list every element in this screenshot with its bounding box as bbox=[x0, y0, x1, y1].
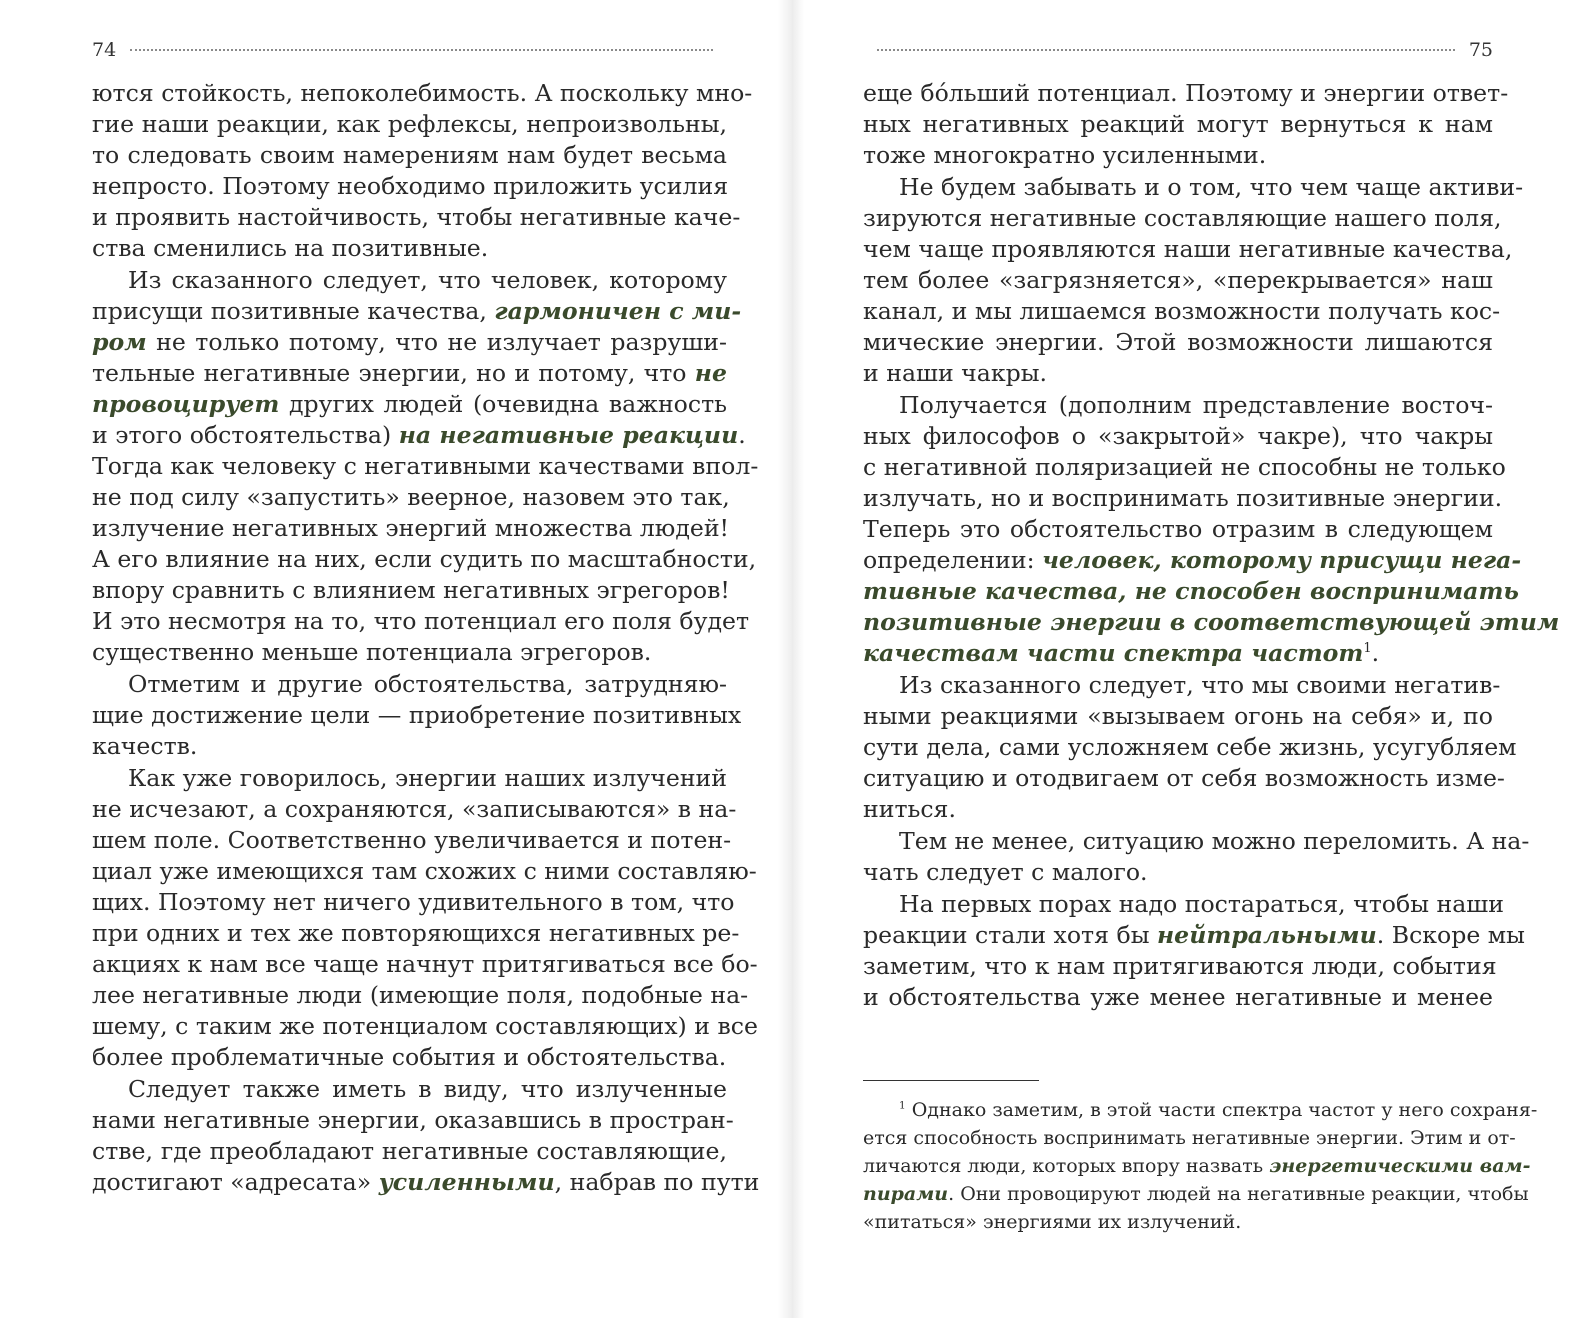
text-line: непросто. Поэтому необходимо приложить усилия bbox=[92, 172, 729, 200]
emphasis-text: человек, которому присущи нега- bbox=[1042, 546, 1522, 574]
text-line: впору сравнить с влиянием негативных эгрегоров! bbox=[92, 576, 730, 604]
text-line: ситуацию и отодвигаем от себя возможность изме- bbox=[863, 764, 1505, 792]
emphasis-text: усиленными bbox=[378, 1168, 555, 1196]
emphasis-text: гармоничен с ми- bbox=[494, 297, 742, 325]
text-line: тем более «загрязняется», «перекрывается» наш bbox=[863, 266, 1493, 294]
footnote-number: 1 bbox=[899, 1099, 906, 1112]
text-line bbox=[863, 576, 1519, 607]
text-line: Тогда как человеку с негативными качествами впол- bbox=[92, 452, 759, 480]
emphasis-text: нейтральными bbox=[1156, 921, 1377, 949]
footnote-line: $^1$ Однако заметим, в этой части спектра частот у него сохраня- bbox=[899, 1099, 1538, 1121]
footnote-line: пирами. Они провоцируют людей на негативные реакции, чтобы bbox=[863, 1183, 1529, 1205]
emphasis-text: пирами bbox=[863, 1183, 949, 1205]
text-line: при одних и тех же повторяющихся негативных ре- bbox=[92, 919, 740, 947]
text-line: существенно меньше потенциала эгрегоров. bbox=[92, 638, 652, 666]
text-line: щих. Поэтому нет ничего удивительного в том, что bbox=[92, 888, 735, 916]
emphasis-text: качествам части спектра частот bbox=[863, 639, 1364, 667]
dotted-rule bbox=[130, 49, 713, 51]
right-running-head bbox=[863, 36, 1493, 64]
left-running-head bbox=[92, 36, 727, 64]
text-line: и проявить настойчивость, чтобы негативные каче- bbox=[92, 203, 741, 231]
text-line: более проблематичные события и обстоятельства. bbox=[92, 1043, 727, 1071]
footnote-line: личаются люди, которых впору назвать энергетическими вам- bbox=[863, 1155, 1531, 1177]
paragraph-start-line: Из сказанного следует, что мы своими негатив- bbox=[899, 671, 1501, 699]
text-line: шем поле. Соответственно увеличивается и потен- bbox=[92, 826, 732, 854]
text-line: лее негативные люди (имеющие поля, подобные на- bbox=[92, 981, 749, 1009]
text-line: Теперь это обстоятельство отразим в следующем bbox=[863, 515, 1493, 543]
paragraph-start-line: Из сказанного следует, что человек, которому bbox=[128, 266, 727, 294]
left-body-text bbox=[92, 78, 760, 1198]
paragraph-start-line: Как уже говорилось, энергии наших излучений bbox=[128, 764, 727, 792]
footnote-line: «питаться» энергиями их излучений. bbox=[863, 1211, 1242, 1233]
text-line: стве, где преобладают негативные составляющие, bbox=[92, 1137, 727, 1165]
text-line: с негативной поляризацией не способны не только bbox=[863, 453, 1506, 481]
text-line: канал, и мы лишаемся возможности получать кос- bbox=[863, 297, 1501, 325]
paragraph-start-line: Получается (дополним представление восточ- bbox=[899, 391, 1493, 419]
text-line: не под силу «запустить» веерное, назовем это так, bbox=[92, 483, 730, 511]
text-line: ром не только потому, что не излучает разруши- bbox=[92, 328, 727, 356]
text-line: реакции стали хотя бы нейтральными. Вскоре мы bbox=[863, 921, 1525, 949]
text-line: присущи позитивные качества, гармоничен с ми- bbox=[92, 297, 742, 325]
text-line: и наши чакры. bbox=[863, 359, 1047, 387]
text-line: качествам части спектра частот$^1$. bbox=[863, 639, 1380, 667]
text-line: И это несмотря на то, что потенциал его поля будет bbox=[92, 607, 750, 635]
text-line: тельные негативные энергии, но и потому, что не bbox=[92, 359, 727, 387]
text-line: нами негативные энергии, оказавшись в простран- bbox=[92, 1106, 734, 1134]
right-body-text bbox=[863, 78, 1560, 1013]
text-line: определении: человек, которому присущи нега- bbox=[863, 546, 1522, 574]
emphasis-text: энергетическими вам- bbox=[1269, 1155, 1531, 1177]
text-line: шему, с таким же потенциалом составляющих) и все bbox=[92, 1012, 758, 1040]
text-line: то следовать своим намерениям нам будет весьма bbox=[92, 141, 727, 169]
emphasis-text: провоцирует bbox=[92, 390, 280, 418]
emphasis-text: не bbox=[694, 359, 727, 387]
text-line: ства сменились на позитивные. bbox=[92, 234, 489, 262]
paragraph-start-line: Следует также иметь в виду, что излученные bbox=[128, 1075, 727, 1103]
emphasis-text: на негативные реакции bbox=[398, 421, 739, 449]
footnote-line: ется способность воспринимать негативные энергии. Этим и от- bbox=[863, 1127, 1516, 1149]
footnote-marker: 1 bbox=[1363, 641, 1372, 657]
text-line: тоже многократно усиленными. bbox=[863, 141, 1267, 169]
text-line: качеств. bbox=[92, 732, 198, 760]
text-line: чать следует с малого. bbox=[863, 858, 1148, 886]
text-line: зируются негативные составляющие нашего поля, bbox=[863, 204, 1502, 232]
text-line: ных негативных реакций могут вернуться к нам bbox=[863, 110, 1493, 138]
page-number-left: 74 bbox=[92, 39, 117, 61]
text-line: А его влияние на них, если судить по масштабности, bbox=[92, 545, 757, 573]
paragraph-start-line: На первых порах надо постараться, чтобы наши bbox=[899, 890, 1504, 918]
text-line: достигают «адресата» усиленными, набрав по пути bbox=[92, 1168, 760, 1196]
text-line: заметим, что к нам притягиваются люди, события bbox=[863, 952, 1497, 980]
text-line: и обстоятельства уже менее негативные и менее bbox=[863, 983, 1493, 1011]
page-number-right: 75 bbox=[1468, 39, 1493, 61]
left-page bbox=[0, 0, 790, 1318]
footnote-separator bbox=[863, 1080, 1039, 1081]
text-line: щие достижение цели — приобретение позитивных bbox=[92, 701, 742, 729]
paragraph-start-line: Отметим и другие обстоятельства, затрудняю- bbox=[128, 670, 727, 698]
text-line: излучать, но и воспринимать позитивные энергии. bbox=[863, 484, 1503, 512]
text-line: провоцирует других людей (очевидна важность bbox=[92, 390, 727, 418]
paragraph-start-line: Тем не менее, ситуацию можно переломить. А на- bbox=[899, 827, 1530, 855]
text-line: ются стойкость, непоколебимость. А поскольку мно- bbox=[92, 79, 753, 107]
text-line bbox=[863, 607, 1560, 638]
text-line: и этого обстоятельства) на негативные реакции. bbox=[92, 421, 746, 449]
text-line: излучение негативных энергий множества людей! bbox=[92, 514, 730, 542]
text-line: сути дела, сами усложняем себе жизнь, усугубляем bbox=[863, 733, 1517, 761]
text-line: еще бóльший потенциал. Поэтому и энергии ответ- bbox=[863, 79, 1509, 107]
emphasis-text: тивные качества, не способен воспринимать bbox=[863, 577, 1519, 605]
paragraph-start-line: Не будем забывать и о том, что чем чаще активи- bbox=[899, 173, 1524, 201]
emphasis-text: позитивные энергии в соответствующей этим bbox=[863, 608, 1560, 636]
footnote bbox=[863, 1096, 1538, 1236]
text-line: гие наши реакции, как рефлексы, непроизвольны, bbox=[92, 110, 727, 138]
text-line: ниться. bbox=[863, 795, 956, 823]
text-line: не исчезают, а сохраняются, «записываются» в на- bbox=[92, 795, 737, 823]
text-line: мические энергии. Этой возможности лишаются bbox=[863, 328, 1493, 356]
text-line: циал уже имеющихся там схожих с ними составляю- bbox=[92, 857, 757, 885]
dotted-rule bbox=[877, 49, 1455, 51]
text-line: чем чаще проявляются наши негативные качества, bbox=[863, 235, 1513, 263]
text-line: ными реакциями «вызываем огонь на себя» и, по bbox=[863, 702, 1493, 730]
text-line: ных философов о «закрытой» чакре), что чакры bbox=[863, 422, 1493, 450]
emphasis-text: ром bbox=[92, 328, 147, 356]
text-line: акциях к нам все чаще начнут притягиваться все бо- bbox=[92, 950, 758, 978]
